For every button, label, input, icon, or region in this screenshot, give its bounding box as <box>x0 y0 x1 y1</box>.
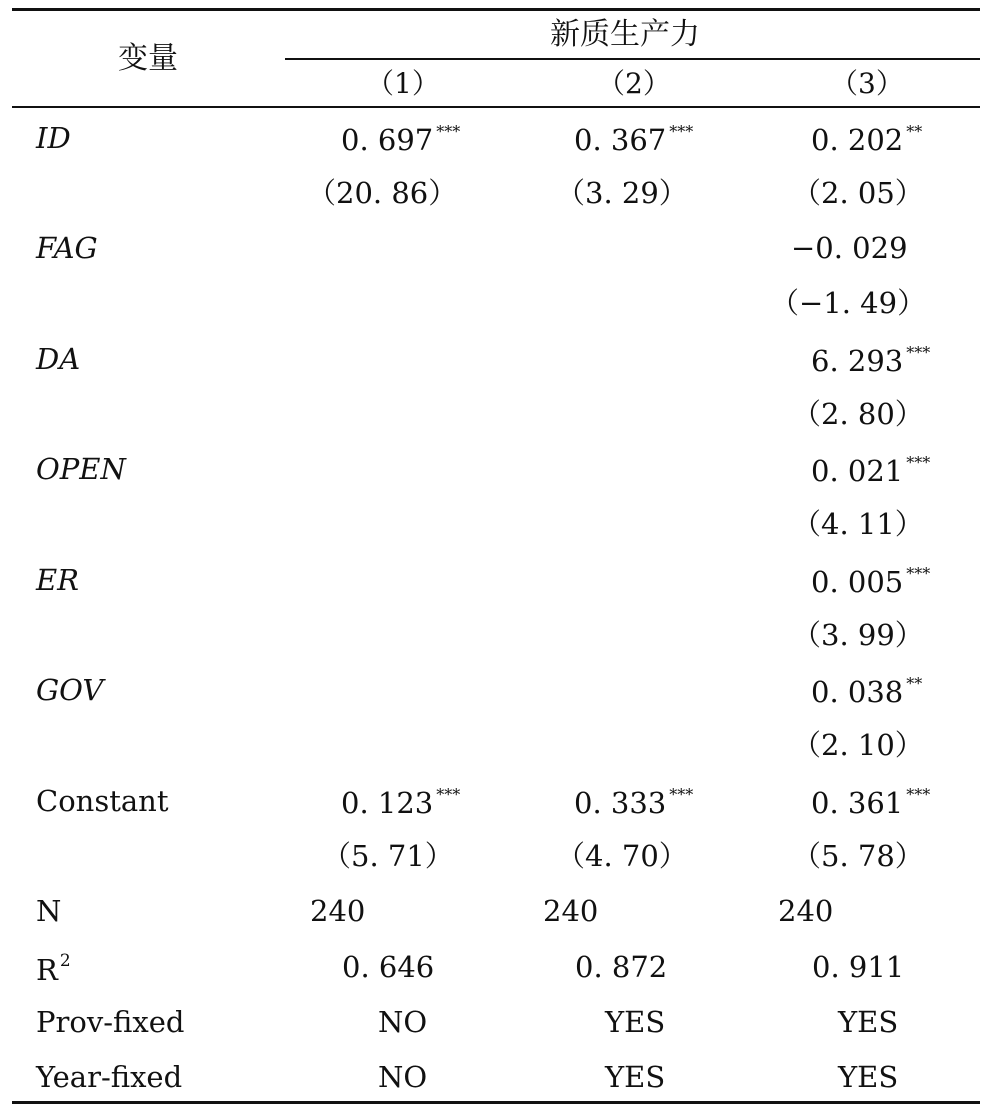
significance-stars: *** <box>436 122 461 141</box>
column-1-label: （1） <box>366 67 440 100</box>
significance-stars: *** <box>436 785 461 804</box>
id-tstat-col3: （2. 05） <box>792 176 924 210</box>
r2-col1: 0. 646 <box>342 950 435 984</box>
gov-coef-col3: 0. 038 ** <box>811 674 923 709</box>
significance-stars: *** <box>669 122 694 141</box>
prov-fixed-col3: YES <box>838 1005 899 1039</box>
fag-tstat-col3: （−1. 49） <box>770 286 927 320</box>
open-coef-col3: 0. 021 *** <box>811 453 931 488</box>
variable-gov: GOV <box>36 673 104 707</box>
significance-stars: *** <box>669 785 694 804</box>
subheader-rule <box>285 58 980 60</box>
er-coef-col3: 0. 005 *** <box>811 564 931 599</box>
variable-header: 变量 <box>118 41 178 76</box>
bottom-rule <box>12 1101 980 1104</box>
significance-stars: *** <box>906 343 931 362</box>
constant-coef-col3: 0. 361 *** <box>811 785 931 820</box>
column-2-label: （2） <box>597 67 671 100</box>
constant-coef-col1: 0. 123 *** <box>341 785 461 820</box>
variable-constant: Constant <box>36 784 169 818</box>
id-tstat-col2: （3. 29） <box>556 176 688 210</box>
significance-stars: ** <box>906 122 923 141</box>
gov-tstat-col3: （2. 10） <box>792 728 924 762</box>
year-fixed-col3: YES <box>838 1060 899 1094</box>
new-quality-productivity-header: 新质生产力 <box>550 17 700 52</box>
stat-r2-label: R $^2$ <box>36 951 71 987</box>
n-col2: 240 <box>543 894 599 928</box>
r2-col3: 0. 911 <box>812 950 905 984</box>
prov-fixed-col2: YES <box>605 1005 666 1039</box>
stat-n-label: N <box>36 894 62 928</box>
er-tstat-col3: （3. 99） <box>792 618 924 652</box>
da-coef-col3: 6. 293 *** <box>811 343 931 378</box>
n-col3: 240 <box>778 894 834 928</box>
constant-tstat-col1: （5. 71） <box>322 839 454 873</box>
significance-stars: ** <box>906 674 923 693</box>
stat-year-fixed-label: Year-fixed <box>36 1060 183 1094</box>
significance-stars: *** <box>906 785 931 804</box>
constant-tstat-col3: （5. 78） <box>792 839 924 873</box>
prov-fixed-col1: NO <box>378 1005 428 1039</box>
variable-id: ID <box>36 121 71 155</box>
n-col1: 240 <box>310 894 366 928</box>
header-rule <box>12 106 980 108</box>
constant-tstat-col2: （4. 70） <box>556 839 688 873</box>
id-coef-col3: 0. 202 ** <box>811 122 923 157</box>
year-fixed-col2: YES <box>605 1060 666 1094</box>
top-rule <box>12 8 980 11</box>
id-coef-col2: 0. 367 *** <box>574 122 694 157</box>
da-tstat-col3: （2. 80） <box>792 397 924 431</box>
variable-open: OPEN <box>36 452 126 486</box>
open-tstat-col3: （4. 11） <box>792 507 924 541</box>
variable-da: DA <box>36 342 81 376</box>
variable-fag: FAG <box>36 231 98 265</box>
column-3-label: （3） <box>830 67 904 100</box>
year-fixed-col1: NO <box>378 1060 428 1094</box>
fag-coef-col3: −0. 029 <box>791 231 908 265</box>
significance-stars: *** <box>906 564 931 583</box>
significance-stars: *** <box>906 453 931 472</box>
stat-prov-fixed-label: Prov-fixed <box>36 1005 185 1039</box>
constant-coef-col2: 0. 333 *** <box>574 785 694 820</box>
variable-er: ER <box>36 563 80 597</box>
id-coef-col1: 0. 697 *** <box>341 122 461 157</box>
id-tstat-col1: （20. 86） <box>307 176 458 210</box>
r2-col2: 0. 872 <box>575 950 668 984</box>
